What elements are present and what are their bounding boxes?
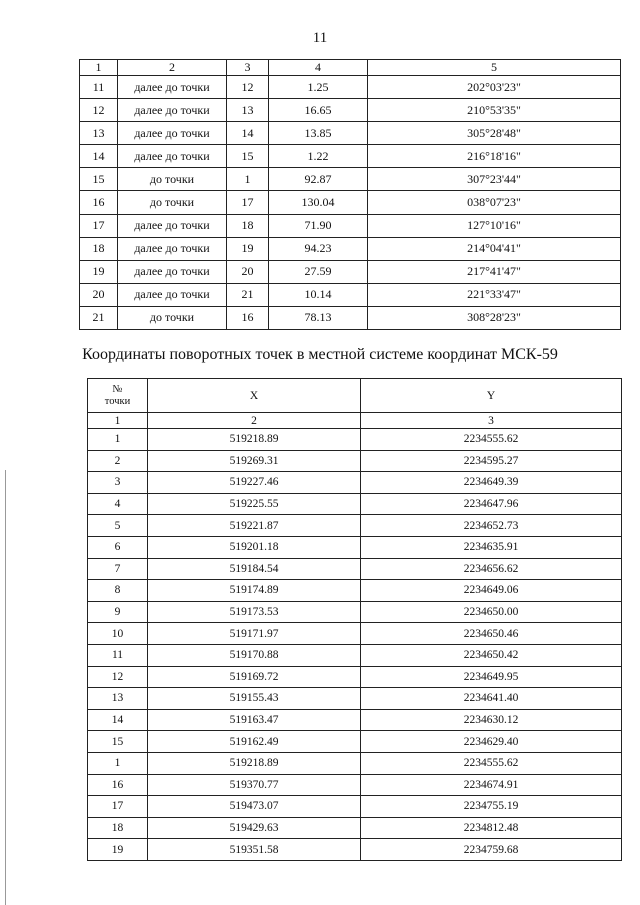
coordinate-row-cell: 11 <box>88 644 148 666</box>
coordinate-row <box>88 450 622 472</box>
coordinate-row-cell: 2234641.40 <box>361 688 622 710</box>
coordinate-row-cell: 519221.87 <box>148 515 361 537</box>
segment-row-cell: далее до точки <box>118 99 227 122</box>
segment-row <box>80 283 621 306</box>
coordinate-row-cell: 2234759.68 <box>361 839 622 861</box>
coordinate-row-cell: 519227.46 <box>148 472 361 494</box>
segment-row-cell: 17 <box>227 191 269 214</box>
coordinate-row <box>88 774 622 796</box>
segment-row-cell: 216°18'16" <box>368 145 621 168</box>
coordinate-row-cell: 519351.58 <box>148 839 361 861</box>
segments-table <box>79 59 621 330</box>
coordinate-row-cell: 8 <box>88 580 148 602</box>
coordinate-row-cell: 2234650.46 <box>361 623 622 645</box>
coordinate-row-cell: 1 <box>88 752 148 774</box>
coordinate-row-cell: 2234812.48 <box>361 817 622 839</box>
segment-row-cell: 202°03'23" <box>368 76 621 99</box>
coordinate-row-cell: 519429.63 <box>148 817 361 839</box>
coordinates-subheader-row <box>88 413 622 429</box>
coordinates-header-y: Y <box>361 379 622 413</box>
segment-row-cell: 214°04'41" <box>368 237 621 260</box>
segment-row-cell: 221°33'47" <box>368 283 621 306</box>
coordinates-header-row <box>88 379 622 413</box>
header-number-sign: № <box>112 383 123 395</box>
coordinate-row-cell: 7 <box>88 558 148 580</box>
coordinate-row <box>88 623 622 645</box>
coordinate-row <box>88 709 622 731</box>
coordinate-row-cell: 3 <box>88 472 148 494</box>
coordinate-row-cell: 2234635.91 <box>361 536 622 558</box>
coordinate-row <box>88 601 622 623</box>
segment-row-cell: 20 <box>227 260 269 283</box>
coordinate-row <box>88 644 622 666</box>
segment-row-cell: 11 <box>80 76 118 99</box>
segment-row <box>80 76 621 99</box>
segment-row-cell: 210°53'35" <box>368 99 621 122</box>
coordinate-row-cell: 519163.47 <box>148 709 361 731</box>
coordinate-row-cell: 519218.89 <box>148 429 361 451</box>
segment-row-cell: далее до точки <box>118 260 227 283</box>
coordinate-row-cell: 519225.55 <box>148 493 361 515</box>
coordinate-row <box>88 752 622 774</box>
coordinate-row <box>88 493 622 515</box>
coordinate-row-cell: 9 <box>88 601 148 623</box>
coordinate-row <box>88 839 622 861</box>
segment-row-cell: 15 <box>227 145 269 168</box>
coordinate-row-cell: 2234755.19 <box>361 796 622 818</box>
segment-row-cell: 1.25 <box>269 76 368 99</box>
coordinate-row-cell: 2234652.73 <box>361 515 622 537</box>
segment-row-cell: до точки <box>118 168 227 191</box>
coordinate-row-cell: 2234674.91 <box>361 774 622 796</box>
segment-row-cell: 92.87 <box>269 168 368 191</box>
segment-row-cell: до точки <box>118 191 227 214</box>
coordinate-row-cell: 519473.07 <box>148 796 361 818</box>
coordinate-row <box>88 515 622 537</box>
segment-row-cell: далее до точки <box>118 145 227 168</box>
segments-table-body <box>80 76 621 330</box>
coordinate-row-cell: 6 <box>88 536 148 558</box>
segment-row-cell: далее до точки <box>118 283 227 306</box>
segment-row-cell: 19 <box>80 260 118 283</box>
segment-row-cell: 12 <box>227 76 269 99</box>
coordinate-row-cell: 519218.89 <box>148 752 361 774</box>
segment-row-cell: 94.23 <box>269 237 368 260</box>
coordinates-subheader-col3: 3 <box>361 413 622 429</box>
coordinate-row <box>88 472 622 494</box>
coordinate-row-cell: 519155.43 <box>148 688 361 710</box>
segment-row <box>80 306 621 329</box>
coordinate-row-cell: 2234555.62 <box>361 429 622 451</box>
coordinate-row-cell: 519201.18 <box>148 536 361 558</box>
segment-row-cell: далее до точки <box>118 214 227 237</box>
coordinate-row-cell: 12 <box>88 666 148 688</box>
segment-row-cell: 16 <box>80 191 118 214</box>
segment-row-cell: 16.65 <box>269 99 368 122</box>
segment-row-cell: 13.85 <box>269 122 368 145</box>
segment-row-cell: 21 <box>227 283 269 306</box>
segments-header-col1: 1 <box>80 60 118 76</box>
segment-row-cell: 127°10'16" <box>368 214 621 237</box>
coordinates-subheader-col1: 1 <box>88 413 148 429</box>
coordinate-row-cell: 2234595.27 <box>361 450 622 472</box>
coordinate-row-cell: 519162.49 <box>148 731 361 753</box>
segment-row-cell: 1.22 <box>269 145 368 168</box>
segment-row-cell: 18 <box>80 237 118 260</box>
segment-row-cell: 71.90 <box>269 214 368 237</box>
coordinate-row <box>88 817 622 839</box>
coordinate-row-cell: 4 <box>88 493 148 515</box>
coordinate-row-cell: 5 <box>88 515 148 537</box>
segment-row-cell: 305°28'48" <box>368 122 621 145</box>
segment-row-cell: 13 <box>80 122 118 145</box>
coordinate-row-cell: 519269.31 <box>148 450 361 472</box>
segments-header-col3: 3 <box>227 60 269 76</box>
segment-row-cell: далее до точки <box>118 122 227 145</box>
page-number: 11 <box>312 30 328 46</box>
segment-row <box>80 237 621 260</box>
coordinate-row-cell: 18 <box>88 817 148 839</box>
segment-row <box>80 145 621 168</box>
coordinates-subheader-col2: 2 <box>148 413 361 429</box>
segment-row <box>80 99 621 122</box>
coordinate-row-cell: 2234630.12 <box>361 709 622 731</box>
segment-row-cell: 78.13 <box>269 306 368 329</box>
segment-row <box>80 122 621 145</box>
coordinate-row-cell: 2234650.00 <box>361 601 622 623</box>
segment-row-cell: 307°23'44" <box>368 168 621 191</box>
coordinate-row-cell: 2234656.62 <box>361 558 622 580</box>
coordinate-row-cell: 2234647.96 <box>361 493 622 515</box>
coordinates-header-x: X <box>148 379 361 413</box>
coordinate-row-cell: 519370.77 <box>148 774 361 796</box>
segment-row-cell: 27.59 <box>269 260 368 283</box>
coordinate-row-cell: 2234629.40 <box>361 731 622 753</box>
coordinates-table <box>87 378 622 861</box>
segment-row-cell: 15 <box>80 168 118 191</box>
coordinate-row-cell: 519173.53 <box>148 601 361 623</box>
coordinate-row-cell: 16 <box>88 774 148 796</box>
segment-row-cell: 14 <box>80 145 118 168</box>
coordinate-row-cell: 2 <box>88 450 148 472</box>
segment-row-cell: 18 <box>227 214 269 237</box>
scan-edge-line <box>5 470 6 905</box>
segment-row-cell: 20 <box>80 283 118 306</box>
segment-row-cell: далее до точки <box>118 76 227 99</box>
coordinate-row <box>88 688 622 710</box>
segments-header-col2: 2 <box>118 60 227 76</box>
segment-row-cell: 12 <box>80 99 118 122</box>
segment-row-cell: 17 <box>80 214 118 237</box>
coordinate-row <box>88 796 622 818</box>
coordinate-row <box>88 429 622 451</box>
segment-row-cell: 13 <box>227 99 269 122</box>
coordinate-row <box>88 731 622 753</box>
coordinate-row-cell: 1 <box>88 429 148 451</box>
coordinate-row <box>88 666 622 688</box>
header-number-word: точки <box>104 395 131 407</box>
segment-row-cell: 16 <box>227 306 269 329</box>
coordinate-row-cell: 15 <box>88 731 148 753</box>
coordinate-row-cell: 519171.97 <box>148 623 361 645</box>
coordinate-row-cell: 14 <box>88 709 148 731</box>
segment-row-cell: 19 <box>227 237 269 260</box>
coordinate-row-cell: 2234649.06 <box>361 580 622 602</box>
segment-row-cell: 1 <box>227 168 269 191</box>
coordinate-row <box>88 536 622 558</box>
segment-row-cell: 217°41'47" <box>368 260 621 283</box>
coordinate-row-cell: 2234555.62 <box>361 752 622 774</box>
segment-row-cell: 130.04 <box>269 191 368 214</box>
coordinate-row-cell: 2234649.95 <box>361 666 622 688</box>
coordinate-row <box>88 580 622 602</box>
segment-row-cell: 038°07'23" <box>368 191 621 214</box>
segment-row <box>80 191 621 214</box>
coordinate-row-cell: 10 <box>88 623 148 645</box>
segment-row <box>80 260 621 283</box>
segment-row <box>80 168 621 191</box>
coordinate-row-cell: 13 <box>88 688 148 710</box>
coordinate-row-cell: 2234650.42 <box>361 644 622 666</box>
segment-row <box>80 214 621 237</box>
segment-row-cell: 21 <box>80 306 118 329</box>
coordinate-row <box>88 558 622 580</box>
segments-header-col5: 5 <box>368 60 621 76</box>
section-title: Координаты поворотных точек в местной системе координат МСК-59 <box>82 346 558 363</box>
coordinates-header-number <box>88 379 148 413</box>
coordinate-row-cell: 17 <box>88 796 148 818</box>
coordinates-table-body <box>88 429 622 861</box>
segment-row-cell: 14 <box>227 122 269 145</box>
coordinate-row-cell: 519174.89 <box>148 580 361 602</box>
coordinate-row-cell: 19 <box>88 839 148 861</box>
coordinate-row-cell: 519184.54 <box>148 558 361 580</box>
coordinate-row-cell: 2234649.39 <box>361 472 622 494</box>
segment-row-cell: 10.14 <box>269 283 368 306</box>
segment-row-cell: до точки <box>118 306 227 329</box>
segment-row-cell: далее до точки <box>118 237 227 260</box>
segments-header-row <box>80 60 621 76</box>
coordinate-row-cell: 519169.72 <box>148 666 361 688</box>
coordinate-row-cell: 519170.88 <box>148 644 361 666</box>
segment-row-cell: 308°28'23" <box>368 306 621 329</box>
segments-header-col4: 4 <box>269 60 368 76</box>
